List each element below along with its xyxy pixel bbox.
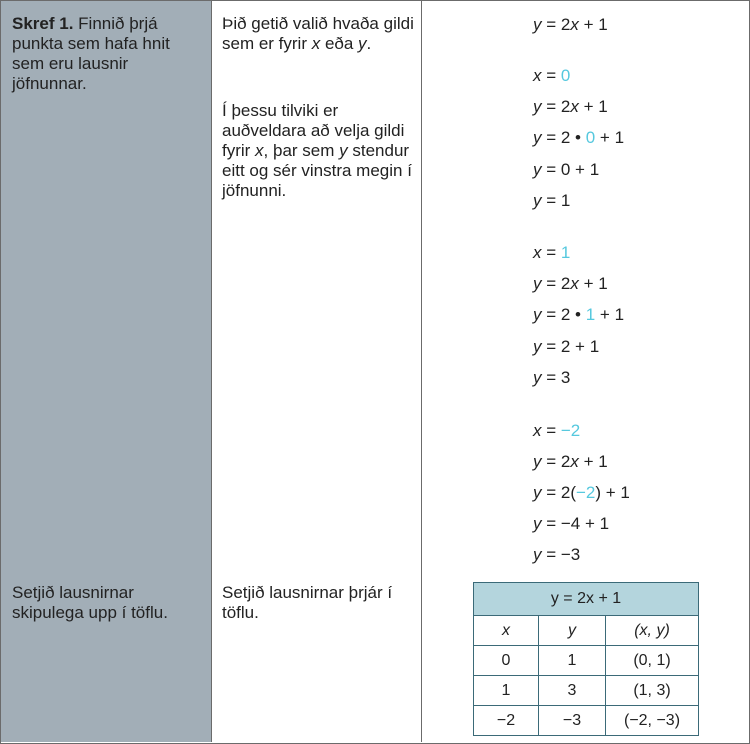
equation-line bbox=[533, 305, 624, 325]
cell-x: 0 bbox=[474, 646, 539, 676]
text: + 1 bbox=[578, 15, 608, 34]
column-divider bbox=[211, 1, 212, 742]
variable-y: y bbox=[533, 305, 542, 324]
equation-line bbox=[533, 483, 630, 503]
variable-y: y bbox=[533, 514, 542, 533]
table-title-row bbox=[474, 583, 699, 616]
variable-x: x bbox=[311, 34, 321, 53]
equation-result bbox=[533, 191, 570, 211]
header-y: y bbox=[539, 616, 606, 646]
text: . bbox=[366, 34, 372, 53]
text: + 1 bbox=[595, 305, 625, 324]
cell-y: −3 bbox=[539, 706, 606, 736]
text: = 2 bbox=[541, 15, 571, 34]
variable-x: x bbox=[533, 243, 542, 262]
choice-x-1 bbox=[533, 243, 570, 263]
variable-y: y bbox=[533, 452, 542, 471]
variable-x: x bbox=[570, 452, 579, 471]
variable-y: y bbox=[533, 337, 542, 356]
step1-label: Skref 1. bbox=[12, 14, 74, 33]
variable-x: x bbox=[570, 15, 579, 34]
cell-xy: (1, 3) bbox=[606, 676, 699, 706]
text: = 2 + 1 bbox=[541, 337, 600, 356]
step1-explanation-p2 bbox=[222, 101, 417, 201]
text: Í þessu tilviki er auðveldara að velja gildi fyrir bbox=[222, 101, 405, 160]
text: = 0 + 1 bbox=[541, 160, 600, 179]
table-row bbox=[474, 706, 699, 736]
variable-y: y bbox=[533, 483, 542, 502]
cell-xy: (−2, −3) bbox=[606, 706, 699, 736]
step1-instruction bbox=[12, 14, 202, 94]
variable-x: x bbox=[570, 97, 579, 116]
text: = 2( bbox=[541, 483, 576, 502]
variable-y: y bbox=[358, 34, 367, 53]
text: = bbox=[541, 421, 561, 440]
table-title: y = 2x + 1 bbox=[474, 583, 699, 616]
text: = 2 bbox=[541, 452, 571, 471]
step1-explanation-p1 bbox=[222, 14, 417, 54]
column-divider bbox=[421, 1, 422, 742]
equation-line bbox=[533, 160, 599, 180]
text: = −4 + 1 bbox=[541, 514, 610, 533]
variable-y: y bbox=[533, 191, 542, 210]
text: = 2 • bbox=[541, 128, 586, 147]
variable-y: y bbox=[533, 545, 542, 564]
table-row bbox=[474, 676, 699, 706]
equation-line bbox=[533, 128, 624, 148]
equation-line bbox=[533, 452, 608, 472]
text: + 1 bbox=[595, 128, 625, 147]
step1-text: Finnið þrjá punkta sem hafa hnit sem eru lausnir jöfnunnar. bbox=[12, 14, 170, 93]
cell-y: 1 bbox=[539, 646, 606, 676]
header-x: x bbox=[474, 616, 539, 646]
variable-x: x bbox=[570, 274, 579, 293]
equation-line bbox=[533, 514, 609, 534]
text: , þar sem bbox=[263, 141, 340, 160]
cell-y: 3 bbox=[539, 676, 606, 706]
text: = −3 bbox=[541, 545, 581, 564]
text: stendur eitt og sér vinstra megin í jöfnunni. bbox=[222, 141, 412, 200]
solutions-table bbox=[473, 582, 699, 736]
text: + 1 bbox=[578, 274, 608, 293]
highlighted-value: −2 bbox=[560, 421, 581, 440]
text: eða bbox=[320, 34, 359, 53]
variable-y: y bbox=[339, 141, 348, 160]
text: = 1 bbox=[541, 191, 571, 210]
text: = 2 • bbox=[541, 305, 586, 324]
variable-x: x bbox=[533, 421, 542, 440]
variable-y: y bbox=[533, 15, 542, 34]
header-xy: (x, y) bbox=[606, 616, 699, 646]
variable-y: y bbox=[533, 274, 542, 293]
text: = bbox=[541, 243, 561, 262]
text: = 2 bbox=[541, 274, 571, 293]
equation-line bbox=[533, 274, 608, 294]
variable-x: x bbox=[255, 141, 264, 160]
text: Þið getið valið hvaða gildi sem er fyrir bbox=[222, 14, 414, 53]
text: = 3 bbox=[541, 368, 571, 387]
variable-y: y bbox=[533, 160, 542, 179]
equation-line bbox=[533, 337, 599, 357]
variable-x: x bbox=[533, 66, 542, 85]
equation-line bbox=[533, 97, 608, 117]
step-column bbox=[1, 1, 211, 742]
text: ) + 1 bbox=[595, 483, 630, 502]
cell-xy: (0, 1) bbox=[606, 646, 699, 676]
variable-y: y bbox=[533, 368, 542, 387]
cell-x: 1 bbox=[474, 676, 539, 706]
text: + 1 bbox=[578, 97, 608, 116]
equation-result bbox=[533, 368, 570, 388]
text: = 2 bbox=[541, 97, 571, 116]
table-row bbox=[474, 646, 699, 676]
highlighted-value: 0 bbox=[585, 128, 596, 147]
highlighted-value: 1 bbox=[585, 305, 596, 324]
text: + 1 bbox=[578, 452, 608, 471]
table-header-row bbox=[474, 616, 699, 646]
equation-result bbox=[533, 545, 580, 565]
variable-y: y bbox=[533, 128, 542, 147]
highlighted-value: −2 bbox=[576, 483, 596, 502]
highlighted-value: 0 bbox=[560, 66, 571, 85]
step2-explanation: Setjið lausnirnar þrjár í töflu. bbox=[222, 583, 393, 622]
choice-x-0 bbox=[533, 66, 570, 86]
cell-x: −2 bbox=[474, 706, 539, 736]
text: = bbox=[541, 66, 561, 85]
step2-instruction: Setjið lausnirnar skipulega upp í töflu. bbox=[12, 583, 168, 622]
highlighted-value: 1 bbox=[560, 243, 571, 262]
variable-y: y bbox=[533, 97, 542, 116]
main-equation bbox=[533, 15, 608, 35]
choice-x-neg2 bbox=[533, 421, 580, 441]
